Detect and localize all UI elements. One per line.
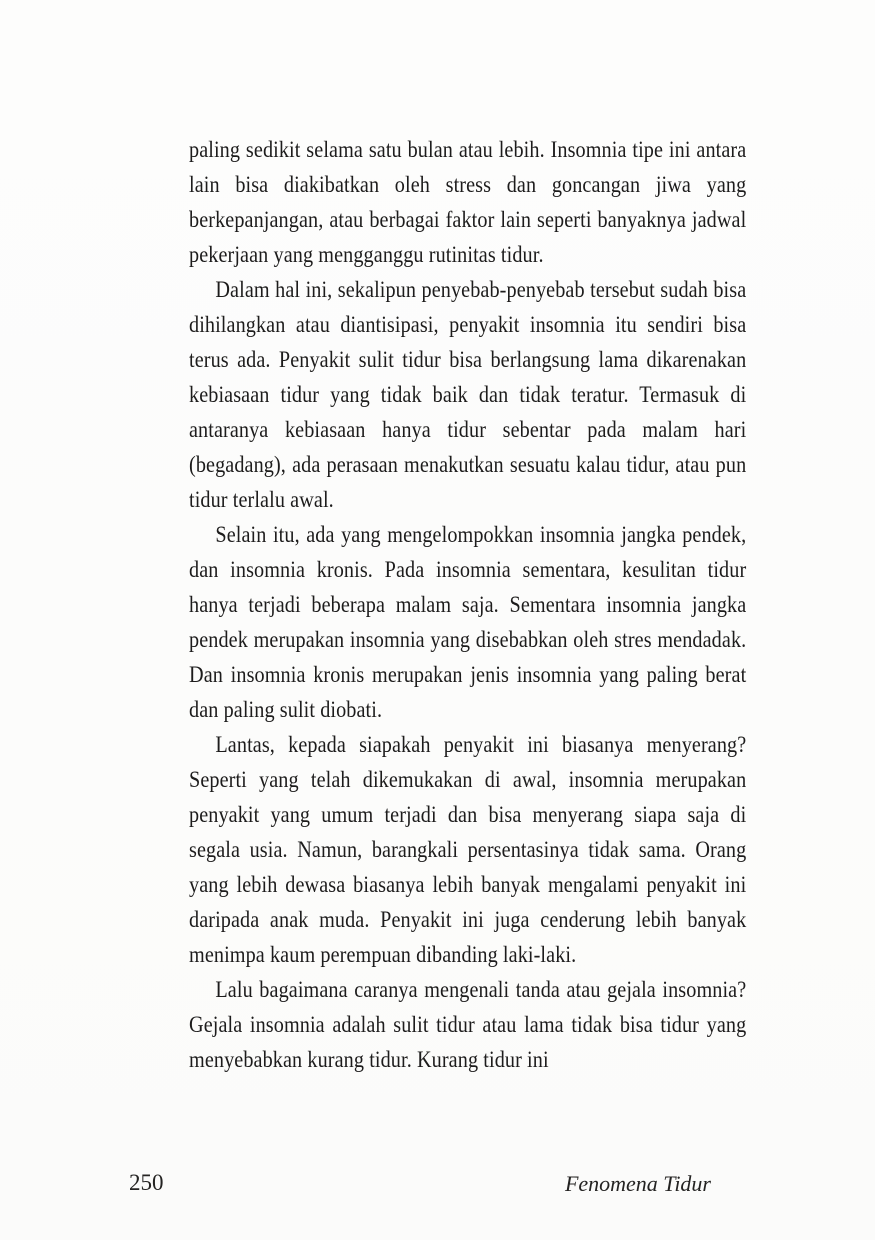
paragraph: Dalam hal ini, sekalipun penyebab-penyebab tersebut sudah bisa dihilangkan atau diantisipasi, penyakit insomnia itu sendiri bisa terus ada. Penyakit sulit tidur bisa berlangsung lama dikarenakan kebiasaan tidur yang tidak baik dan tidak teratur. Termasuk di antaranya kebiasaan hanya tidur sebentar pada malam hari (begadang), ada perasaan menakutkan sesuatu kalau tidur, atau pun tidur terlalu awal. xyxy=(189,277,747,512)
page-number: 250 xyxy=(129,1170,164,1195)
paragraph: Selain itu, ada yang mengelompokkan insomnia jangka pendek, dan insomnia kronis. Pada insomnia sementara, kesulitan tidur hanya terjadi beberapa malam saja. Sementara insomnia jangka pendek merupakan insomnia yang disebabkan oleh stres mendadak. Dan insomnia kronis merupakan jenis insomnia yang paling berat dan paling sulit diobati. xyxy=(189,522,747,722)
paragraph-continuation: paling sedikit selama satu bulan atau lebih. Insomnia tipe ini antara lain bisa diakibatkan oleh stress dan goncangan jiwa yang berkepanjangan, atau berbagai faktor lain seperti banyaknya jadwal pekerjaan yang mengganggu rutinitas tidur. xyxy=(189,137,747,267)
body-text-column xyxy=(189,132,746,1077)
running-title: Fenomena Tidur xyxy=(564,1171,711,1196)
paragraph: Lalu bagaimana caranya mengenali tanda atau gejala insomnia? Gejala insomnia adalah sulit tidur atau lama tidak bisa tidur yang menyebabkan kurang tidur. Kurang tidur ini xyxy=(189,977,747,1072)
paragraph: Lantas, kepada siapakah penyakit ini biasanya menyerang? Seperti yang telah dikemukakan di awal, insomnia merupakan penyakit yang umum terjadi dan bisa menyerang siapa saja di segala usia. Namun, barangkali persentasinya tidak sama. Orang yang lebih dewasa biasanya lebih banyak mengalami penyakit ini daripada anak muda. Penyakit ini juga cenderung lebih banyak menimpa kaum perempuan dibanding laki-laki. xyxy=(189,732,747,967)
